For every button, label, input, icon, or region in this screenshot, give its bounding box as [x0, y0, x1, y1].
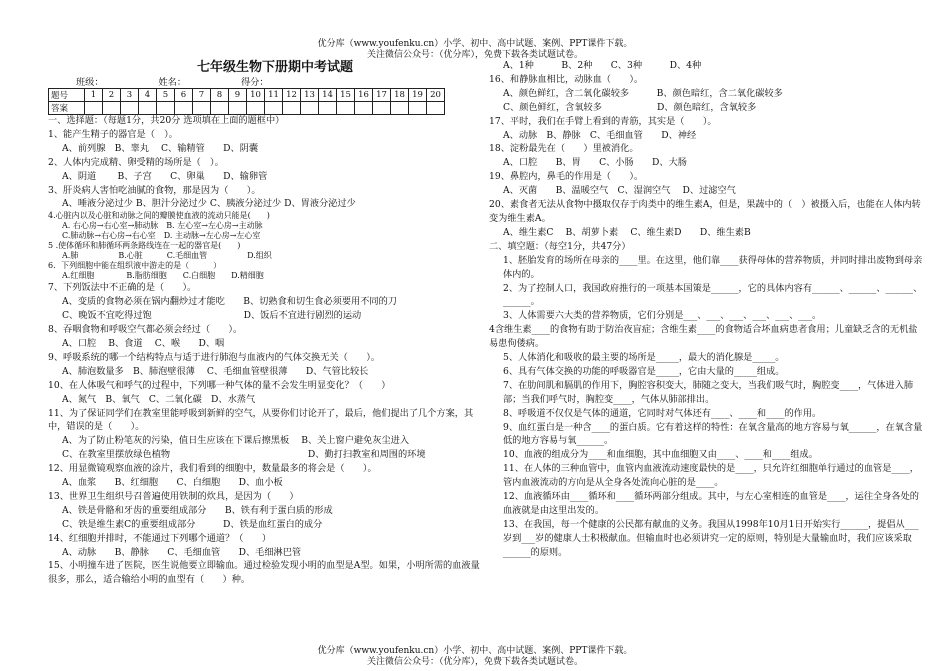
question-line: 9、血红蛋白是一种含____的蛋白质。它有着这样的特性：在氧含量高的地方容易与氧______，在氧含量低的地方容易与氧______。	[503, 421, 923, 447]
question-line: A、血浆 B、红细胞 C、白细胞 D、血小板	[62, 477, 283, 489]
question-line: A、1种 B、2种 C、3种 D、4种	[503, 60, 702, 71]
answer-cell[interactable]	[121, 102, 139, 115]
score-field: 得分：	[240, 77, 269, 88]
question-line: A、氮气 B、氧气 C、二氧化碳 D、水蒸气	[62, 393, 256, 405]
question-line: 11、在人体的三种血管中，血管内血液流动速度最快的是____，只允许红细胞单行通过的血管是____，管内血液流动的方向是从全身各处流向心脏的是____。	[503, 463, 919, 489]
question-line: A.肺 B.心脏 C.毛细血管 D.组织	[62, 251, 272, 261]
question-line: 19、鼻腔内，鼻毛的作用是（ ）。	[489, 171, 644, 183]
question-number-cell: 16	[355, 89, 373, 102]
question-line: 16、和静脉血相比，动脉血（ ）。	[489, 73, 644, 85]
answer-cell[interactable]	[265, 102, 283, 115]
question-line: C、颜色鲜红，含氧较多 D、颜色暗红，含氧较多	[503, 101, 757, 113]
question-number-cell: 5	[157, 89, 175, 102]
answer-cell[interactable]	[139, 102, 157, 115]
question-number-cell: 1	[85, 89, 103, 102]
question-line: A.红细胞 B.脂肪细胞 C.白细胞 D.精细胞	[62, 271, 264, 281]
answer-cell[interactable]	[427, 102, 445, 115]
question-number-cell: 19	[409, 89, 427, 102]
question-line: A、为了防止粉笔灰的污染，值日生应该在下课后擦黑板 B、关上窗户避免灰尘进入	[62, 435, 410, 447]
class-field: 班级：	[76, 77, 104, 88]
question-line: A. 右心房→右心室→肺动脉 B. 左心室→左心房→主动脉	[62, 221, 263, 231]
question-line: C、铁是维生素C的重要组成部分 D、铁是血红蛋白的成分	[62, 518, 323, 530]
answer-table-answer-row	[49, 102, 445, 115]
answer-cell[interactable]	[301, 102, 319, 115]
answer-cell[interactable]	[103, 102, 121, 115]
footer-line-1: 优分库（www.youfenku.cn）小学、初中、高中试题、案例、PPT课件下载。	[317, 646, 633, 656]
question-line: 11、为了保证同学们在教室里能呼吸到新鲜的空气，从要你们讨论开了，最后，他们提出了几个方案，其中，错误的是（ ）。	[48, 407, 474, 433]
question-line: 8、呼吸道不仅仅是气体的通道，它同时对气体还有____、____和____的作用。	[503, 407, 822, 419]
answer-cell[interactable]	[409, 102, 427, 115]
question-line: A、肺泡数量多 B、肺泡壁很薄 C、毛细血管壁很薄 D、气管比较长	[62, 365, 369, 377]
question-line: 4.心脏内以及心脏和动脉之间的瓣膜使血液的流动只能是( )	[48, 211, 270, 221]
question-line: 4含维生素____的食物有助于防治夜盲症；含维生素____的食物适合坏血病患者食用；儿童缺乏含的无机盐易患佝偻病。	[489, 324, 918, 350]
left-column	[48, 114, 480, 587]
question-line: 5 .使体循环和肺循环两条路线连在一起的器官是( )	[48, 241, 241, 251]
question-number-cell: 12	[283, 89, 301, 102]
page-title: 七年级生物下册期中考试题	[196, 60, 353, 75]
answer-cell[interactable]	[175, 102, 193, 115]
question-number-cell: 11	[265, 89, 283, 102]
answer-cell[interactable]	[283, 102, 301, 115]
question-line: 1、能产生精子的器官是（ ）。	[48, 128, 178, 140]
right-column	[489, 59, 925, 560]
name-field: 姓名：	[158, 77, 187, 88]
question-number-cell: 20	[427, 89, 445, 102]
question-number-cell: 13	[301, 89, 319, 102]
question-line: 二、填空题：（每空1分，共47分）	[489, 240, 631, 252]
question-line: 2、为了控制人口，我国政府推行的一项基本国策是______，它的具体内容有______、______、______、______。	[503, 282, 923, 308]
question-number-cell: 18	[391, 89, 409, 102]
header-line-1: 优分库（www.youfenku.cn）小学、初中、高中试题、案例、PPT课件下载。	[317, 39, 633, 49]
answer-cell[interactable]	[355, 102, 373, 115]
question-line: 8、吞咽食物和呼吸空气都必须会经过（ ）。	[48, 324, 243, 336]
student-info-fields	[76, 74, 456, 88]
question-line: 18、淀粉最先在（ ）里被消化。	[489, 143, 639, 155]
page-header	[0, 39, 950, 61]
question-number-cell: 14	[319, 89, 337, 102]
answer-cell[interactable]	[373, 102, 391, 115]
question-line: A、前列腺 B、睾丸 C、输精管 D、阴囊	[62, 142, 259, 154]
question-line: 6．下列细胞中能在组织液中游走的是（ ）	[48, 261, 222, 271]
answer-cell[interactable]	[391, 102, 409, 115]
question-line: A、动脉 B、静脉 C、毛细血管 D、毛细淋巴管	[62, 546, 302, 558]
question-number-cell: 17	[373, 89, 391, 102]
answer-cell[interactable]	[157, 102, 175, 115]
question-number-cell: 4	[139, 89, 157, 102]
answer-cell[interactable]	[319, 102, 337, 115]
question-line: A、变质的食物必须在锅内翻炒过才能吃 B、切熟食和切生食必须要用不同的刀	[62, 296, 397, 308]
question-line: 15、小明撞车进了医院，医生说他要立即输血。通过检验发现小明的血型是A型。如果，小明所需的血液量很多，那么，适合输给小明的血型有（ ）种。	[48, 560, 480, 586]
question-line: A、口腔 B、食道 C、喉 D、咽	[62, 337, 225, 349]
question-line: A、灭菌 B、温暖空气 C、湿润空气 D、过滤空气	[503, 185, 736, 197]
question-line: 5、人体消化和吸收的最主要的场所是_____，最大的消化腺是_____。	[503, 352, 785, 364]
question-line: 6、具有气体交换的功能的呼吸器官是_____，它由大量的_____组成。	[503, 365, 785, 377]
question-line: 20、素食者无法从食物中摄取仅存于肉类中的维生素A，但是，果蔬中的（ ）被摄入后，也能在人体内转变为维生素A。	[489, 199, 921, 224]
question-line: 7、下列饭法中不正确的是（ ）。	[48, 282, 197, 294]
question-line: 12、用显微镜观察血液的涂片，我们看到的细胞中，数量最多的将会是（ ）。	[48, 463, 377, 475]
question-line: 1、胚胎发育的场所在母亲的____里。在这里，他们靠____获得母体的营养物质，并同时排出废物到母亲体内的。	[503, 254, 923, 280]
answer-cell[interactable]	[337, 102, 355, 115]
question-number-cell: 10	[247, 89, 265, 102]
question-line: 3、人体需要六大类的营养物质，它们分别是___、___、___、___、___、___。	[503, 310, 822, 322]
question-line: C、在教室里摆放绿色植物 D、勤打扫教室和周围的环境	[62, 449, 426, 461]
question-line: C、晚饭不宜吃得过饱 D、饭后不宜进行剧烈的运动	[62, 310, 362, 322]
question-number-cell: 3	[121, 89, 139, 102]
question-line: 一、选择题：（每题1分，共20分 选项填在上面的题框中）	[48, 115, 285, 126]
question-line: A、唾液分泌过少 B、胆汁分泌过少 C、胰液分泌过少 D、胃液分泌过少	[62, 198, 356, 210]
page-footer	[0, 646, 950, 668]
question-line: C.肺动脉→右心房→右心室 D. 主动脉→左心房→左心室	[62, 231, 261, 241]
question-line: 14、红细胞并排时，不能通过下列哪个通道？（ ）	[48, 532, 272, 544]
question-line: 10、血液的组成分为____和血细胞，其中血细胞又由____、____和____组成。	[503, 449, 818, 461]
question-number-cell: 9	[229, 89, 247, 102]
question-number-cell: 7	[193, 89, 211, 102]
answer-cell[interactable]	[229, 102, 247, 115]
answer-table	[48, 88, 445, 115]
question-number-cell: 2	[103, 89, 121, 102]
answer-cell[interactable]	[85, 102, 103, 115]
answer-cell[interactable]	[193, 102, 211, 115]
question-line: A、动脉 B、静脉 C、毛细血管 D、神经	[503, 129, 697, 141]
question-number-cell: 8	[211, 89, 229, 102]
header-line-2: 关注微信公众号：（优分库），免费下载各类试题试卷。	[366, 50, 583, 60]
question-line: 13、在我国，每一个健康的公民都有献血的义务。我国从1998年10月1日开始实行______，提倡从___岁到___岁的健康人士积极献血。但输血时也必须讲究一定的原则，特别是大量输血时，我们应该采取______的原则。	[503, 518, 919, 558]
question-line: A、口腔 B、胃 C、小肠 D、大肠	[503, 157, 687, 169]
question-line: 17、平时，我们在手臂上看到的青筋，其实是（ ）。	[489, 115, 717, 127]
question-line: 7、在肋间肌和膈肌的作用下，胸腔容积变大，肺随之变大，当我们吸气时，胸腔变____，气体进入肺部；当我们呼气时，胸腔变____，气体从肺部排出。	[503, 379, 914, 405]
question-line: 13、世界卫生组织号召普遍使用铁制的炊具，是因为（ ）	[48, 490, 299, 502]
question-line: 10、在人体吸气和呼气的过程中，下列哪一种气体的量不会发生明显变化？（ ）	[48, 379, 391, 391]
question-line: 3、肝炎病人害怕吃油腻的食物，那是因为（ ）。	[48, 184, 261, 196]
row-label-number: 题号	[49, 89, 85, 102]
question-line: A、阴道 B、子宫 C、卵巢 D、输卵管	[62, 170, 268, 182]
question-line: 2、人体内完成精、卵受精的场所是（ ）。	[48, 156, 224, 168]
answer-cell[interactable]	[247, 102, 265, 115]
question-line: 12、血液循环由____循环和____循环两部分组成。其中，与左心室相连的血管是____，运往全身各处的血液就是由这里出发的。	[503, 491, 919, 516]
question-line: 9、呼吸系统的哪一个结构特点与适于进行肺泡与血液内的气体交换无关（ ）。	[48, 351, 380, 363]
question-number-cell: 6	[175, 89, 193, 102]
footer-line-2: 关注微信公众号：（优分库），免费下载各类试题试卷。	[366, 657, 583, 667]
question-line: A、铁是骨骼和牙齿的重要组成部分 B、铁有利于蛋白质的形成	[62, 504, 333, 516]
answer-cell[interactable]	[211, 102, 229, 115]
question-line: A、颜色鲜红，含二氧化碳较多 B、颜色暗红，含二氧化碳较多	[503, 87, 783, 99]
row-label-answer: 答案	[49, 102, 85, 115]
answer-table-number-row	[49, 89, 445, 102]
question-line: A、维生素C B、胡萝卜素 C、维生素D D、维生素B	[503, 226, 751, 238]
question-number-cell: 15	[337, 89, 355, 102]
